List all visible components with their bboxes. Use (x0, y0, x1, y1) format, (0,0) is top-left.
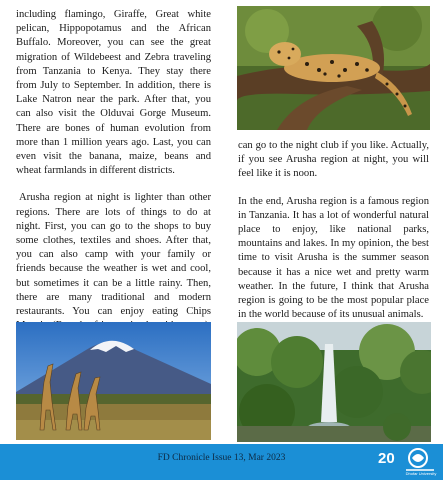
leopard-photo (237, 6, 430, 130)
paragraph-1: including flamingo, Giraffe, Great white pelican, Hippopotamus and the African Buffalo. Moreover, you can see the great migration of Wildebeest and Zebra traveling from Tanzania to Kenya. They stay there from July to September. In addition, there is Lake Natron near the park. After that, you can also visit the Olduvai Gorge Museum. There are bones of human evolution from more than 1 million years ago. Last, you can even visit the banana, maize, beans and wheat farmlands in different districts. (16, 9, 211, 177)
left-column (16, 8, 211, 362)
paragraph-4: In the end, Arusha region is a famous region in Tanzania. It has a lot of wonderful natural place to enjoy, like national parks, mountains and lakes. In my opinion, the best time to visit Arusha is the summer season because it has a nice wet and pretty warm weather. In the future, I think that Arusha region is going to be the most popular place in the world because of its unusual animals. (238, 195, 429, 321)
logo-caption: Dhofar University (405, 471, 437, 476)
right-column (238, 139, 429, 322)
paragraph-3: can go to the night club if you like. Actually, if you see Arusha region at night, you will feel like it is noon. (238, 140, 429, 180)
paragraph-2: Arusha region at night is lighter than other regions. There are lots of things to do at night. First, you can go to the shops to buy some clothes, textiles and shoes. After that, you can also camp with your family or friends because the weather is wet and cool, but sometimes it can be a little rainy. Then, there are many traditional and modern restaurants. You can enjoy eating Chips (16, 192, 211, 318)
page-number: 20 (378, 450, 395, 467)
giraffes-kilimanjaro-photo (16, 322, 211, 440)
footer-issue-text: FD Chronicle Issue 13, Mar 2023 (157, 453, 286, 463)
waterfall-photo (237, 322, 431, 442)
